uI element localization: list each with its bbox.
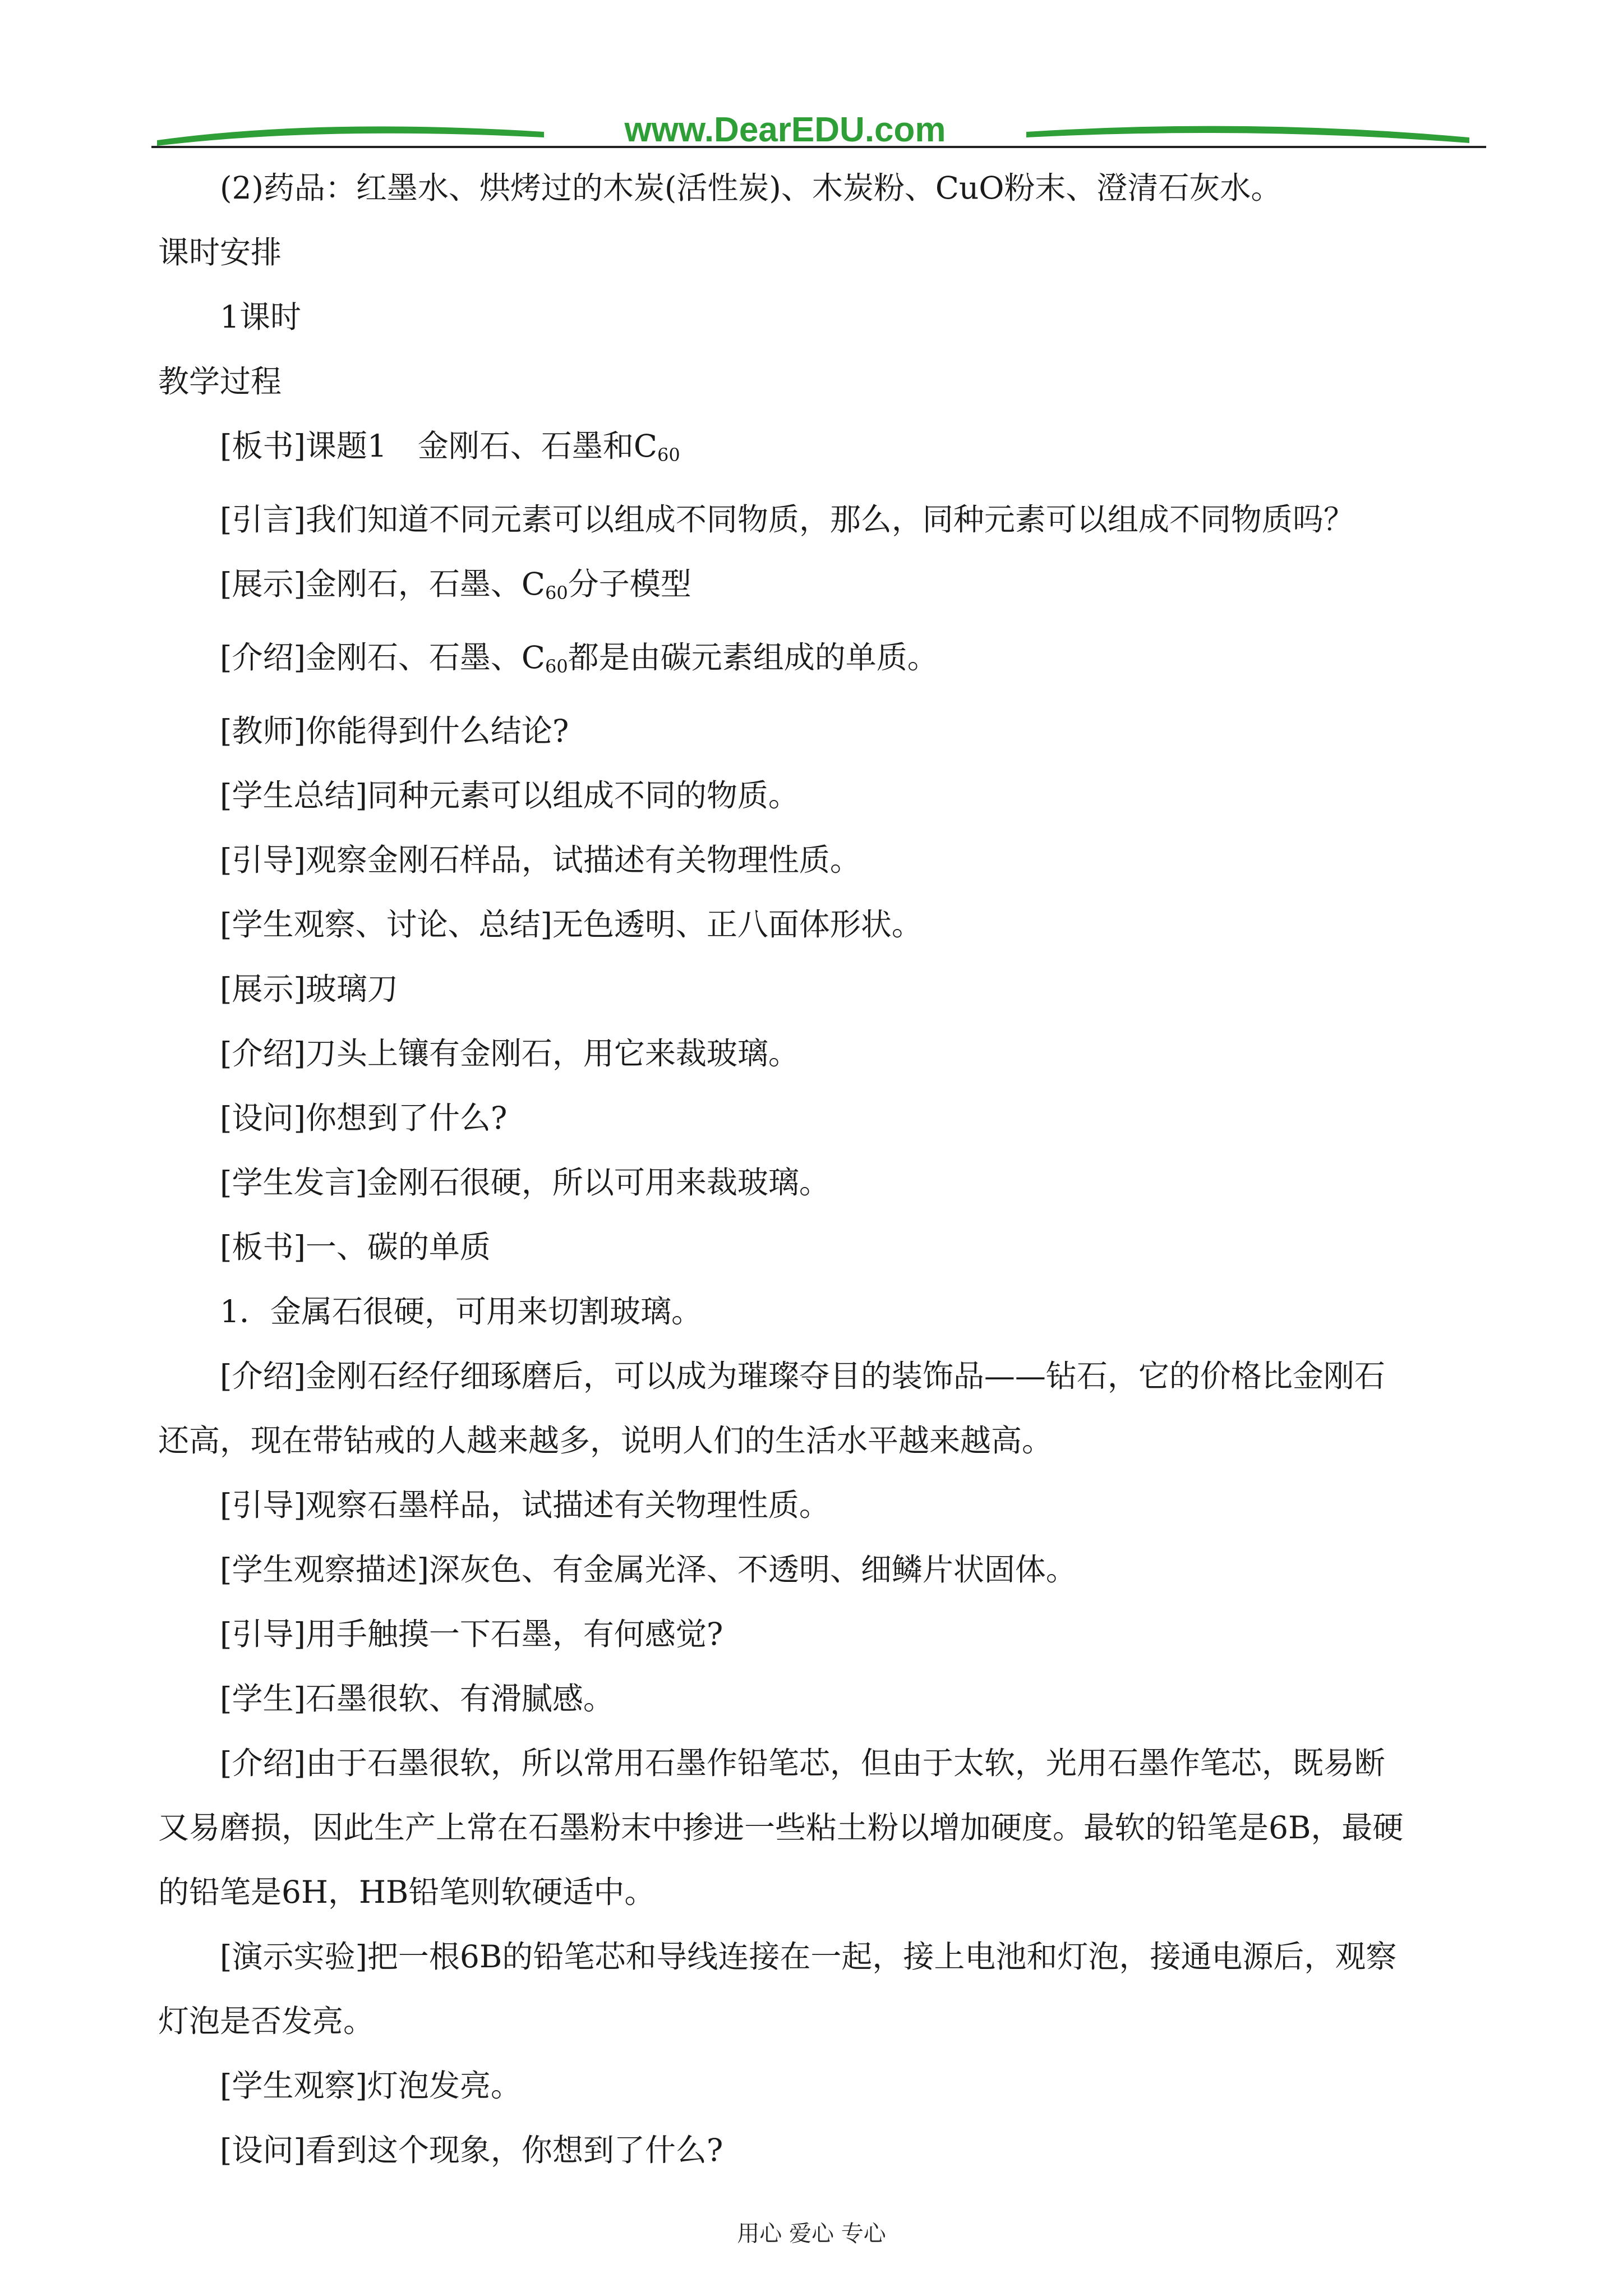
text-line: [引导]观察金刚石样品，试描述有关物理性质。 [220, 842, 861, 878]
text-line: [介绍]刀头上镶有金刚石，用它来裁玻璃。 [220, 1036, 799, 1071]
text-line: 又易磨损，因此生产上常在石墨粉末中掺进一些粘土粉以增加硬度。最软的铅笔是6B，最硬 [158, 1810, 1404, 1846]
text-line: (2)药品：红墨水、烘烤过的木炭(活性炭)、木炭粉、CuO粉末、澄清石灰水。 [220, 170, 1282, 206]
text-line: [介绍]金刚石、石墨、$C_{60}$都是由碳元素组成的单质。 [220, 639, 938, 677]
text-line: [学生观察描述]深灰色、有金属光泽、不透明、细鳞片状固体。 [220, 1552, 1077, 1588]
text-line: [引导]用手触摸一下石墨，有何感觉? [220, 1616, 723, 1652]
text-line: [介绍]由于石墨很软，所以常用石墨作铅笔芯，但由于太软，光用石墨作笔芯，既易断 [220, 1745, 1385, 1781]
text-line: 的铅笔是6H，HB铅笔则软硬适中。 [158, 1874, 656, 1910]
text-line: [展示]玻璃刀 [220, 971, 398, 1007]
text-line: [学生]石墨很软、有滑腻感。 [220, 1681, 614, 1717]
text-line: [学生观察、讨论、总结]无色透明、正八面体形状。 [220, 907, 923, 942]
text-line: [设问]看到这个现象，你想到了什么? [220, 2132, 723, 2168]
text-line: [引导]观察石墨样品，试描述有关物理性质。 [220, 1487, 830, 1523]
text-line: 灯泡是否发亮。 [158, 2003, 375, 2039]
document-body [158, 156, 1484, 2183]
text-line: [板书]课题1 金刚石、石墨和$C_{60}$ [220, 428, 680, 466]
text-line: 1．金属石很硬，可用来切割玻璃。 [220, 1294, 702, 1329]
header-rule [151, 146, 1486, 148]
text-line: [教师]你能得到什么结论? [220, 713, 569, 749]
text-line: 1课时 [220, 299, 301, 335]
text-line: [学生发言]金刚石很硬，所以可用来裁玻璃。 [220, 1165, 830, 1200]
text-line: [展示]金刚石，石墨、$C_{60}$分子模型 [220, 566, 691, 604]
dearedu-logo [151, 107, 1475, 157]
page-footer: 用心 爱心 专心 [737, 2221, 886, 2247]
section-heading: 教学过程 [158, 364, 282, 399]
text-line: [演示实验]把一根6B的铅笔芯和导线连接在一起，接上电池和灯泡，接通电源后，观察 [220, 1939, 1397, 1975]
right-swoosh-icon [1026, 126, 1469, 143]
text-line: 还高，现在带钻戒的人越来越多，说明人们的生活水平越来越高。 [158, 1423, 1053, 1458]
site-logo-text: www.DearEDU.com [624, 111, 946, 149]
text-line: [学生总结]同种元素可以组成不同的物质。 [220, 777, 799, 813]
text-line: [引言]我们知道不同元素可以组成不同物质，那么，同种元素可以组成不同物质吗？ [220, 501, 1354, 537]
text-line: [设问]你想到了什么? [220, 1100, 508, 1136]
text-line: [学生观察]灯泡发亮。 [220, 2068, 522, 2104]
text-line: [板书]一、碳的单质 [220, 1229, 491, 1265]
section-heading: 课时安排 [158, 234, 282, 270]
text-line: [介绍]金刚石经仔细琢磨后，可以成为璀璨夺目的装饰品——钻石，它的价格比金刚石 [220, 1358, 1385, 1394]
left-swoosh-icon [157, 126, 544, 146]
page-header-banner [151, 107, 1475, 157]
